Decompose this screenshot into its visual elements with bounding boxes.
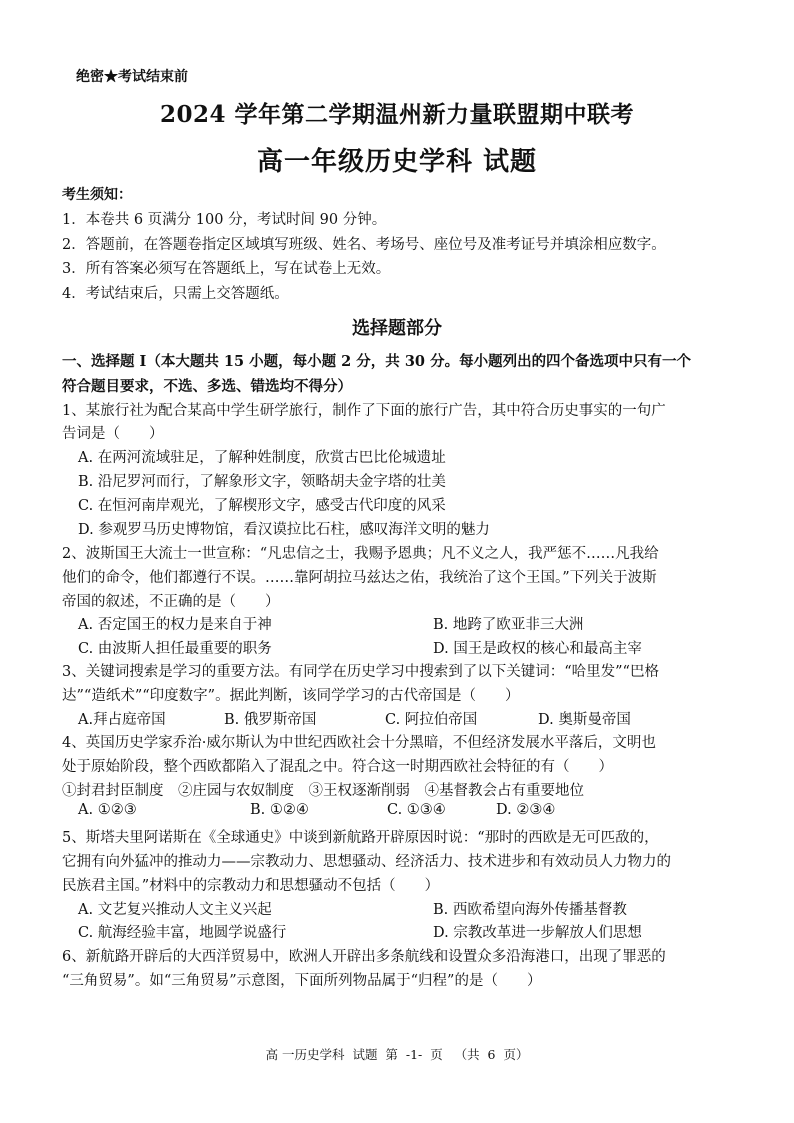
question-4-option-d: D. ②③④ [496, 802, 556, 818]
section-instruction: 符合题目要求，不选、多选、错选均不得分） [62, 378, 352, 395]
notice-item: 4．考试结束后，只需上交答题纸。 [62, 286, 289, 302]
question-2-stem: 2、波斯国王大流士一世宣称：“凡忠信之士，我赐予恩典；凡不义之人，我严惩不……凡我给 [62, 546, 659, 562]
question-4-statements: ①封君封臣制度 ②庄园与农奴制度 ③王权逐渐削弱 ④基督教会占有重要地位 [62, 783, 584, 799]
page-footer: 高 一历史学科 试题 第 -1- 页 （共 6 页） [265, 1047, 529, 1062]
question-2-option-c: C. 由波斯人担任最重要的职务 [78, 641, 272, 657]
question-3-stem: 达”“造纸术”“印度数字”。据此判断，该同学学习的古代帝国是（ ） [62, 688, 520, 704]
question-5-stem: 它拥有向外猛冲的推动力——宗教动力、思想骚动、经济活力、技术进步和有效动员人力物力的 [62, 854, 671, 870]
question-5-option-b: B. 西欧希望向海外传播基督教 [433, 902, 627, 918]
question-4-stem: 4、英国历史学家乔治·威尔斯认为中世纪西欧社会十分黑暗，不但经济发展水平落后，文明也 [62, 735, 656, 751]
notice-item: 2．答题前，在答题卷指定区域填写班级、姓名、考场号、座位号及准考证号并填涂相应数字。 [62, 237, 666, 253]
question-1-option-b: B. 沿尼罗河而行，了解象形文字，领略胡夫金字塔的壮美 [78, 474, 446, 490]
question-5-stem: 民族君主国。”材料中的宗教动力和思想骚动不包括（ ） [62, 878, 440, 894]
question-1-option-a: A. 在两河流域驻足，了解种姓制度，欣赏古巴比伦城遗址 [78, 450, 446, 466]
question-3-option-c: C. 阿拉伯帝国 [385, 712, 478, 728]
question-4-option-b: B. ①②④ [250, 802, 309, 818]
confidential-label: 绝密★考试结束前 [76, 69, 188, 85]
question-2-option-a: A. 否定国王的权力是来自于神 [78, 617, 272, 633]
question-1-stem: 告词是（ ） [62, 426, 164, 442]
question-4-option-c: C. ①③④ [387, 802, 446, 818]
section-instruction: 一、选择题 I（本大题共 15 小题，每小题 2 分，共 30 分。每小题列出的四个备选项中只有一个 [62, 353, 692, 370]
question-2-option-b: B. 地跨了欧亚非三大洲 [433, 617, 584, 633]
question-3-option-b: B. 俄罗斯帝国 [224, 712, 317, 728]
question-1-stem: 1、某旅行社为配合某高中学生研学旅行，制作了下面的旅行广告，其中符合历史事实的一句广 [62, 403, 666, 419]
question-4-stem: 处于原始阶段，整个西欧都陷入了混乱之中。符合这一时期西欧社会特征的有（ ） [62, 759, 613, 775]
question-2-stem: 帝国的叙述，不正确的是（ ） [62, 594, 280, 610]
question-4-option-a: A. ①②③ [78, 802, 137, 818]
question-1-option-c: C. 在恒河南岸观光，了解楔形文字，感受古代印度的风采 [78, 498, 446, 514]
exam-subtitle: 高一年级历史学科 试题 [256, 147, 538, 177]
question-2-option-d: D. 国王是政权的核心和最高主宰 [433, 641, 642, 657]
question-5-option-d: D. 宗教改革进一步解放人们思想 [433, 925, 642, 941]
notice-item: 3．所有答案必须写在答题纸上，写在试卷上无效。 [62, 261, 391, 277]
section-title: 选择题部分 [352, 318, 442, 339]
question-5-option-c: C. 航海经验丰富，地圆学说盛行 [78, 925, 287, 941]
question-2-stem: 他们的命令，他们都遵行不误。……靠阿胡拉马兹达之佑，我统治了这个王国。”下列关于波斯 [62, 570, 657, 586]
notice-heading: 考生须知： [62, 187, 132, 203]
question-3-option-a: A.拜占庭帝国 [78, 712, 166, 728]
exam-title: 2024 学年第二学期温州新力量联盟期中联考 [159, 101, 635, 128]
question-3-option-d: D. 奥斯曼帝国 [538, 712, 631, 728]
question-6-stem: “三角贸易”。如“三角贸易”示意图，下面所列物品属于“归程”的是（ ） [62, 973, 542, 989]
question-3-stem: 3、关键词搜索是学习的重要方法。有同学在历史学习中搜索到了以下关键词：“哈里发”“巴格 [62, 664, 659, 680]
question-5-stem: 5、斯塔夫里阿诺斯在《全球通史》中谈到新航路开辟原因时说：“那时的西欧是无可匹敌的， [62, 830, 659, 846]
notice-item: 1．本卷共 6 页满分 100 分，考试时间 90 分钟。 [62, 212, 387, 228]
question-6-stem: 6、新航路开辟后的大西洋贸易中，欧洲人开辟出多条航线和设置众多沿海港口，出现了罪恶的 [62, 949, 666, 965]
question-5-option-a: A. 文艺复兴推动人文主义兴起 [78, 902, 272, 918]
question-1-option-d: D. 参观罗马历史博物馆，看汉谟拉比石柱，感叹海洋文明的魅力 [78, 522, 490, 538]
